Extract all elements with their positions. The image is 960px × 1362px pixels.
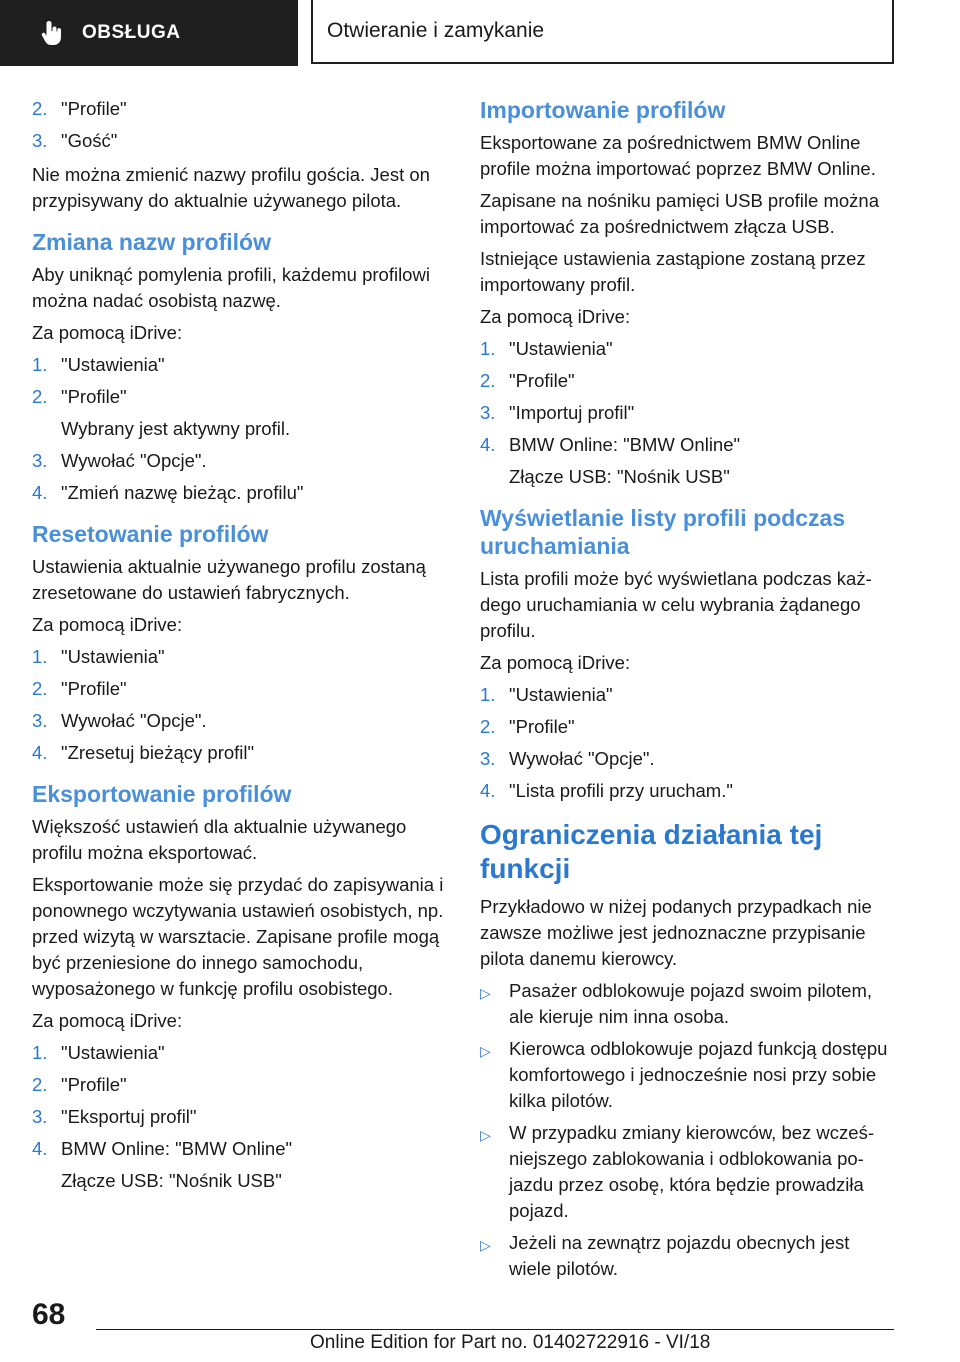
list-item bbox=[32, 96, 444, 122]
right-column bbox=[480, 96, 894, 1290]
step-text: "Ustawienia" bbox=[61, 354, 165, 375]
list-item bbox=[480, 978, 894, 1030]
paragraph: Za pomocą iDrive: bbox=[480, 652, 631, 673]
step-number: 3. bbox=[32, 450, 48, 471]
list-item bbox=[480, 368, 894, 394]
paragraph: Zapisane na nośniku pamięci USB profile można importować za pośrednictwem złącza USB. bbox=[480, 190, 879, 237]
step-number: 2. bbox=[480, 716, 496, 737]
step-number: 1. bbox=[32, 646, 48, 667]
startup-steps bbox=[480, 682, 894, 804]
step-text: Wywołać "Opcje". bbox=[509, 748, 655, 769]
step-number: 1. bbox=[32, 354, 48, 375]
step-text: "Zresetuj bieżący profil" bbox=[61, 742, 255, 763]
step-text: "Profile" bbox=[61, 678, 127, 699]
triangle-bullet-icon: ▷ bbox=[480, 985, 491, 1001]
step-number: 4. bbox=[480, 434, 496, 455]
list-item bbox=[480, 746, 894, 772]
list-item bbox=[32, 708, 444, 734]
step-number: 3. bbox=[32, 710, 48, 731]
chapter-title: Otwieranie i zamykanie bbox=[327, 19, 545, 42]
list-item bbox=[32, 384, 444, 442]
step-number: 3. bbox=[32, 1106, 48, 1127]
paragraph: Ustawienia aktualnie używanego profilu zostaną zresetowane do ustawień fabrycznych. bbox=[32, 556, 426, 603]
paragraph: Nie można zmienić nazwy profilu gościa. Jest on przypisywany do aktualnie używanego pilota. bbox=[32, 164, 430, 211]
hand-icon bbox=[40, 18, 66, 48]
step-text: BMW Online: "BMW Online" bbox=[509, 434, 741, 455]
step-subtext: Złącze USB: "Nośnik USB" bbox=[509, 466, 730, 487]
bullet-text: Jeżeli na zewnątrz pojazdu obecnych jest wiele pilotów. bbox=[509, 1232, 850, 1279]
page-header bbox=[0, 0, 960, 66]
paragraph: Za pomocą iDrive: bbox=[32, 1010, 183, 1031]
intro-list bbox=[32, 96, 444, 154]
list-item bbox=[480, 682, 894, 708]
step-number: 4. bbox=[32, 742, 48, 763]
list-item bbox=[32, 1072, 444, 1098]
step-text: "Gość" bbox=[61, 130, 118, 151]
step-number: 3. bbox=[32, 130, 48, 151]
step-text: "Ustawienia" bbox=[509, 684, 613, 705]
step-number: 1. bbox=[480, 684, 496, 705]
list-item bbox=[32, 1136, 444, 1194]
paragraph: Istniejące ustawienia zastąpione zostaną przez importowany profil. bbox=[480, 248, 866, 295]
triangle-bullet-icon: ▷ bbox=[480, 1127, 491, 1143]
step-text: "Lista profili przy urucham." bbox=[509, 780, 733, 801]
step-number: 1. bbox=[32, 1042, 48, 1063]
step-number: 1. bbox=[480, 338, 496, 359]
step-text: Wywołać "Opcje". bbox=[61, 450, 207, 471]
step-text: Wywołać "Opcje". bbox=[61, 710, 207, 731]
step-text: "Ustawienia" bbox=[61, 646, 165, 667]
step-text: BMW Online: "BMW Online" bbox=[61, 1138, 293, 1159]
list-item bbox=[480, 1036, 894, 1114]
paragraph: Za pomocą iDrive: bbox=[32, 322, 183, 343]
step-number: 2. bbox=[32, 386, 48, 407]
step-number: 3. bbox=[480, 748, 496, 769]
step-number: 2. bbox=[480, 370, 496, 391]
chapter-tab bbox=[311, 0, 894, 64]
list-item bbox=[480, 432, 894, 490]
list-item bbox=[32, 644, 444, 670]
section-heading-rename: Zmiana nazw profilów bbox=[32, 229, 271, 255]
list-item bbox=[480, 714, 894, 740]
paragraph: Eksportowanie może się przydać do zapisywania i ponownego wczytywania ustawień osobistych, np. przed wizytą w warsztacie. Zapisane profile mogą być przeniesione do innego samochodu, wyposażonego w funkcję profilu osobistego. bbox=[32, 874, 444, 999]
step-subtext: Złącze USB: "Nośnik USB" bbox=[61, 1170, 282, 1191]
bullet-text: Kierowca odblokowuje pojazd funkcją dostępu komfortowego i jednocześnie nosi przy sobie kilka pilotów. bbox=[509, 1038, 888, 1111]
list-item bbox=[32, 448, 444, 474]
list-item bbox=[480, 1120, 894, 1224]
section-heading-import: Importowanie profilów bbox=[480, 97, 726, 123]
list-item bbox=[32, 740, 444, 766]
section-heading-startup: Wyświetlanie listy profili podczas uruchamiania bbox=[480, 505, 846, 559]
list-item bbox=[32, 676, 444, 702]
paragraph: Eksportowane za pośrednictwem BMW Online profile można importować poprzez BMW Online. bbox=[480, 132, 876, 179]
list-item bbox=[32, 352, 444, 378]
step-number: 2. bbox=[32, 678, 48, 699]
list-item bbox=[480, 400, 894, 426]
step-text: "Profile" bbox=[61, 98, 127, 119]
step-text: "Profile" bbox=[61, 1074, 127, 1095]
step-text: "Profile" bbox=[509, 370, 575, 391]
step-text: "Profile" bbox=[509, 716, 575, 737]
section-title: OBSŁUGA bbox=[82, 22, 181, 43]
paragraph: Za pomocą iDrive: bbox=[480, 306, 631, 327]
list-item bbox=[32, 128, 444, 154]
left-column bbox=[32, 96, 444, 1202]
section-heading-export: Eksportowanie profilów bbox=[32, 781, 292, 807]
step-number: 4. bbox=[32, 482, 48, 503]
paragraph: Przykładowo w niżej podanych przypadkach nie zawsze możliwe jest jednoznaczne przypisanie pilota danemu kierowcy. bbox=[480, 896, 872, 969]
list-item bbox=[32, 480, 444, 506]
step-number: 4. bbox=[32, 1138, 48, 1159]
export-steps bbox=[32, 1040, 444, 1194]
step-text: "Importuj profil" bbox=[509, 402, 635, 423]
step-number: 3. bbox=[480, 402, 496, 423]
step-number: 2. bbox=[32, 1074, 48, 1095]
paragraph: Lista profili może być wyświetlana podczas każdego uruchamiania w celu wybrania żądanego profilu. bbox=[480, 568, 872, 641]
bullet-text: W przypadku zmiany kierowców, bez wcześniejszego zablokowania i odblokowania pojazdu przez osobę, która będzie prowadziła pojazd. bbox=[509, 1122, 874, 1221]
list-item bbox=[32, 1104, 444, 1130]
edition-note: Online Edition for Part no. 01402722916 - VI/18 bbox=[310, 1332, 711, 1353]
section-tab bbox=[0, 0, 298, 66]
triangle-bullet-icon: ▷ bbox=[480, 1237, 491, 1253]
page-number: 68 bbox=[32, 1298, 66, 1331]
list-item bbox=[32, 1040, 444, 1066]
footer-divider bbox=[96, 1329, 894, 1330]
bullet-text: Pasażer odblokowuje pojazd swoim pilotem, ale kieruje nim inna osoba. bbox=[509, 980, 872, 1027]
step-number: 4. bbox=[480, 780, 496, 801]
import-steps bbox=[480, 336, 894, 490]
step-text: "Ustawienia" bbox=[509, 338, 613, 359]
paragraph: Większość ustawień dla aktualnie używanego profilu można eksportować. bbox=[32, 816, 407, 863]
step-text: "Eksportuj profil" bbox=[61, 1106, 197, 1127]
step-subtext: Wybrany jest aktywny profil. bbox=[61, 418, 291, 439]
paragraph: Za pomocą iDrive: bbox=[32, 614, 183, 635]
step-text: "Ustawienia" bbox=[61, 1042, 165, 1063]
triangle-bullet-icon: ▷ bbox=[480, 1043, 491, 1059]
list-item bbox=[480, 778, 894, 804]
section-heading-limits: Ograniczenia działania tej funkcji bbox=[480, 819, 823, 884]
step-text: "Zmień nazwę bieżąc. profilu" bbox=[61, 482, 304, 503]
reset-steps bbox=[32, 644, 444, 766]
list-item bbox=[480, 336, 894, 362]
section-heading-reset: Resetowanie profilów bbox=[32, 521, 269, 547]
step-number: 2. bbox=[32, 98, 48, 119]
step-text: "Profile" bbox=[61, 386, 127, 407]
rename-steps bbox=[32, 352, 444, 506]
limits-bullets bbox=[480, 978, 894, 1282]
paragraph: Aby uniknąć pomylenia profili, każdemu profilowi można nadać osobistą nazwę. bbox=[32, 264, 430, 311]
list-item bbox=[480, 1230, 894, 1282]
